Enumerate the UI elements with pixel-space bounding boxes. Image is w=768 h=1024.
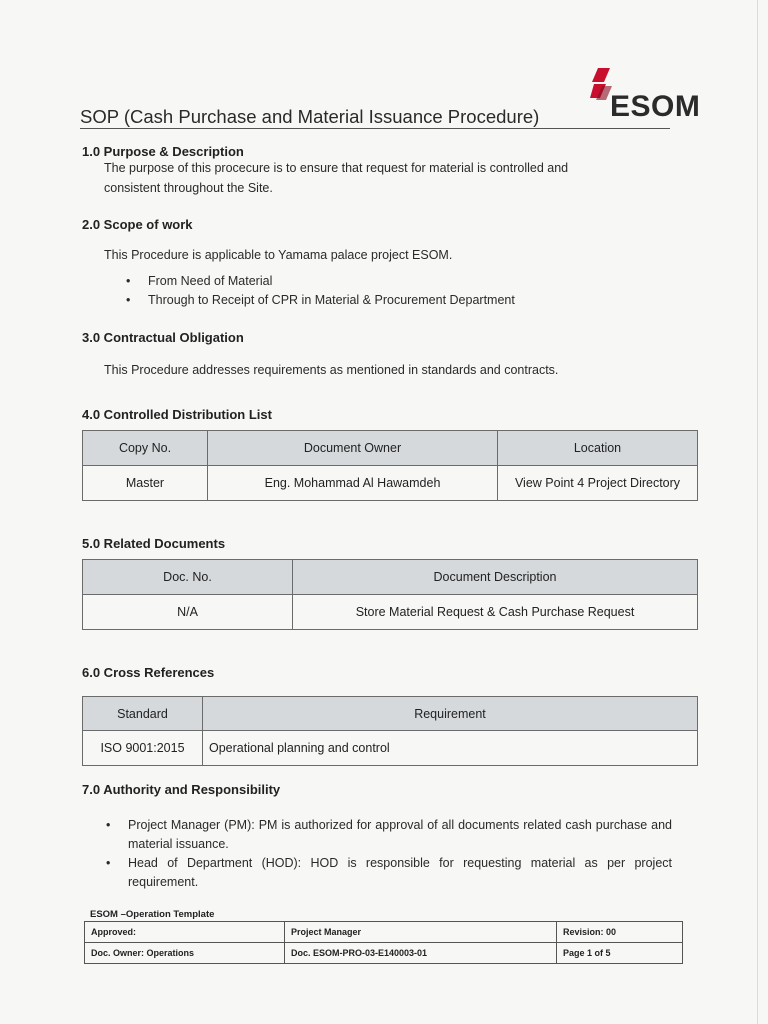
- column-header: Requirement: [203, 697, 698, 731]
- table-header-row: [83, 697, 698, 731]
- title-underline: [80, 128, 670, 129]
- bullet-icon: •: [126, 274, 131, 288]
- list-item: [106, 854, 672, 892]
- document-title: SOP (Cash Purchase and Material Issuance Procedure): [80, 106, 540, 127]
- scope-bullet-text: Through to Receipt of CPR in Material & Procurement Department: [148, 293, 515, 307]
- table-cell: N/A: [83, 595, 293, 630]
- section-heading-purpose: 1.0 Purpose & Description: [82, 144, 244, 159]
- footer-approved-label: Approved:: [85, 922, 285, 943]
- authority-bullet-text: Head of Department (HOD): HOD is responsible for requesting material as per project requirement.: [128, 856, 672, 889]
- section-heading-distribution: 4.0 Controlled Distribution List: [82, 407, 272, 422]
- distribution-table: [82, 430, 698, 501]
- table-row: [83, 595, 698, 630]
- table-cell: ISO 9001:2015: [83, 731, 203, 766]
- bullet-icon: •: [126, 293, 131, 307]
- list-item: [106, 816, 672, 854]
- table-header-row: [83, 560, 698, 595]
- logo-text: ESOM: [610, 90, 701, 123]
- section-heading-authority: 7.0 Authority and Responsibility: [82, 782, 281, 797]
- footer-doc-owner: Doc. Owner: Operations: [85, 943, 285, 964]
- column-header: Document Owner: [208, 431, 498, 466]
- table-cell: Eng. Mohammad Al Hawamdeh: [208, 466, 498, 501]
- table-cell: Operational planning and control: [203, 731, 698, 766]
- purpose-line-2: consistent throughout the Site.: [104, 181, 273, 195]
- table-row: [85, 922, 683, 943]
- page-edge: [757, 0, 758, 1024]
- bullet-icon: •: [106, 818, 111, 832]
- footer-page-number: Page 1 of 5: [557, 943, 683, 964]
- table-header-row: [83, 431, 698, 466]
- table-cell: Store Material Request & Cash Purchase Request: [293, 595, 698, 630]
- list-item: [126, 291, 515, 310]
- authority-bullet-list: [106, 816, 672, 892]
- footer-approver: Project Manager: [285, 922, 557, 943]
- table-cell: View Point 4 Project Directory: [498, 466, 698, 501]
- column-header: Document Description: [293, 560, 698, 595]
- scope-text: This Procedure is applicable to Yamama palace project ESOM.: [104, 248, 453, 262]
- list-item: [126, 272, 515, 291]
- footer-doc-number: Doc. ESOM-PRO-03-E140003-01: [285, 943, 557, 964]
- table-row: [83, 466, 698, 501]
- related-documents-table: [82, 559, 698, 630]
- section-heading-scope: 2.0 Scope of work: [82, 217, 193, 232]
- cross-references-table: [82, 696, 698, 766]
- authority-bullet-text: Project Manager (PM): PM is authorized for approval of all documents related cash purchase and material issuance.: [128, 818, 672, 851]
- section-heading-contractual: 3.0 Contractual Obligation: [82, 330, 244, 345]
- section-heading-related-docs: 5.0 Related Documents: [82, 536, 226, 551]
- scope-bullet-text: From Need of Material: [148, 274, 273, 288]
- bullet-icon: •: [106, 856, 111, 870]
- contractual-text: This Procedure addresses requirements as mentioned in standards and contracts.: [104, 363, 559, 377]
- column-header: Doc. No.: [83, 560, 293, 595]
- scope-bullet-list: [126, 272, 515, 310]
- footer-revision: Revision: 00: [557, 922, 683, 943]
- column-header: Location: [498, 431, 698, 466]
- section-heading-cross-references: 6.0 Cross References: [82, 665, 215, 680]
- column-header: Copy No.: [83, 431, 208, 466]
- purpose-line-1: The purpose of this procecure is to ensure that request for material is controlled and: [104, 161, 569, 175]
- esom-logo: [590, 68, 720, 124]
- footer-table: [84, 921, 683, 964]
- footer-template-caption: ESOM –Operation Template: [90, 909, 215, 920]
- table-row: [85, 943, 683, 964]
- table-cell: Master: [83, 466, 208, 501]
- column-header: Standard: [83, 697, 203, 731]
- table-row: [83, 731, 698, 766]
